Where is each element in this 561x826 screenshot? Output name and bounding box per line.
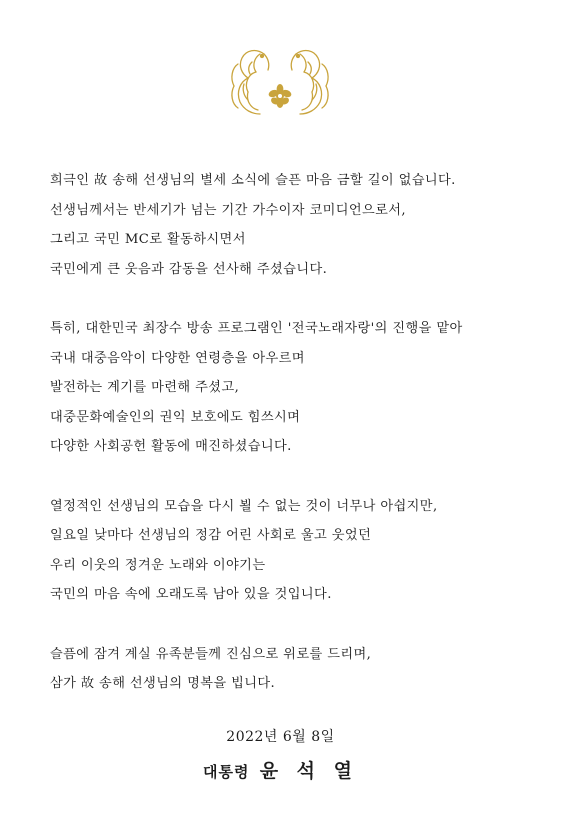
signature-title: 대통령 xyxy=(202,763,250,781)
paragraph-spacer xyxy=(50,462,540,492)
paragraph-3 xyxy=(50,492,540,610)
paragraph-spacer xyxy=(50,610,540,640)
text-line: 다양한 사회공헌 활동에 매진하셨습니다. xyxy=(50,439,292,454)
text-line: 희극인 故 송해 선생님의 별세 소식에 슬픈 마음 금할 길이 없습니다. xyxy=(50,173,456,188)
text-line: 대중문화예술인의 권익 보호에도 힘쓰시며 xyxy=(50,409,301,425)
text-line: 열정적인 선생님의 모습을 다시 뵐 수 없는 것이 너무나 아쉽지만, xyxy=(50,498,438,514)
text-line: 국민에게 큰 웃음과 감동을 선사해 주셨습니다. xyxy=(50,261,328,277)
text-line: 우리 이웃의 정겨운 노래와 이야기는 xyxy=(50,557,266,573)
text-line: 일요일 낮마다 선생님의 정감 어린 사회로 울고 웃었던 xyxy=(50,528,372,543)
text-line: 국민의 마음 속에 오래도록 남아 있을 것입니다. xyxy=(50,587,332,602)
signature-name: 윤 석 열 xyxy=(259,760,358,782)
signature-block xyxy=(0,756,561,783)
letter-body xyxy=(50,166,540,699)
text-line: 발전하는 계기를 마련해 주셨고, xyxy=(50,380,240,395)
presidential-phoenix-emblem-icon xyxy=(226,44,334,118)
text-line: 슬픔에 잠겨 계실 유족분들께 진심으로 위로를 드리며, xyxy=(50,646,372,662)
text-line: 선생님께서는 반세기가 넘는 기간 가수이자 코미디언으로서, xyxy=(50,202,407,218)
paragraph-1 xyxy=(50,166,540,284)
text-line: 그리고 국민 MC로 활동하시면서 xyxy=(50,232,246,247)
letter-date: 2022년 6월 8일 xyxy=(226,729,335,745)
text-line: 삼가 故 송해 선생님의 명복을 빕니다. xyxy=(50,676,276,691)
paragraph-2 xyxy=(50,314,540,462)
paragraph-spacer xyxy=(50,284,540,314)
paragraph-4 xyxy=(50,640,540,699)
text-line: 국내 대중음악이 다양한 연령층을 아우르며 xyxy=(50,350,305,366)
text-line: 특히, 대한민국 최장수 방송 프로그램인 '전국노래자랑'의 진행을 맡아 xyxy=(50,321,463,336)
